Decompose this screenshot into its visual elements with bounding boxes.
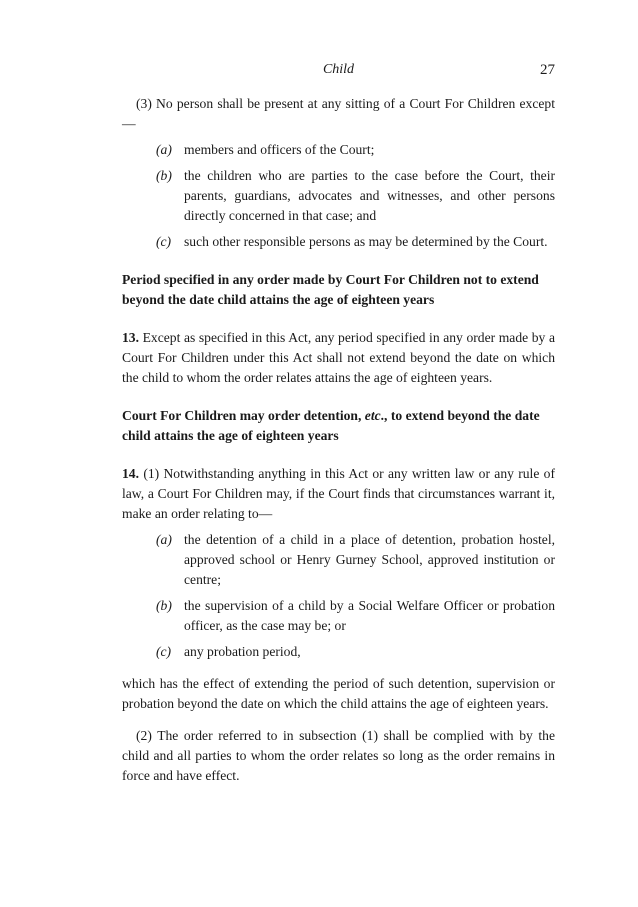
section-13-heading: Period specified in any order made by Court For Children not to extend beyond the date child attains the age of eighteen years	[122, 272, 539, 307]
item-text: such other responsible persons as may be determined by the Court.	[184, 234, 548, 249]
section-14-heading-start: Court For Children may order detention,	[122, 408, 365, 423]
section-13-text	[122, 328, 555, 388]
section-14-number: 14.	[122, 466, 139, 481]
section-13-body: Except as specified in this Act, any period specified in any order made by a Court For Children under this Act shall not extend beyond the date on which the child to whom the order relates attains the age of eighteen years.	[122, 330, 555, 385]
subsection-1-closing: which has the effect of extending the period of such detention, supervision or probation beyond the date on which the child attains the age of eighteen years.	[122, 676, 555, 711]
section-14-subsection-2: (2) The order referred to in subsection (1) shall be complied with by the child and all parties to whom the order relates so long as the order remains in force and have effect.	[122, 728, 555, 783]
item-text: the children who are parties to the case before the Court, their parents, guardians, advocates and witnesses, and other persons directly concerned in that case; and	[184, 168, 555, 223]
section-14-heading	[122, 406, 555, 446]
list-item	[156, 642, 555, 662]
list-item	[156, 596, 555, 636]
list-item	[156, 166, 555, 226]
running-header	[122, 62, 555, 82]
body-text	[122, 94, 555, 786]
item-label: (b)	[156, 168, 172, 183]
page-number: 27	[540, 62, 555, 78]
item-label: (c)	[156, 234, 172, 249]
section-14-heading-end: ., to extend beyond the date child attains the age of eighteen years	[122, 408, 540, 443]
item-text: the detention of a child in a place of detention, probation hostel, approved school or Henry Gurney School, approved institution or centre;	[184, 532, 555, 587]
subsection-3-intro: (3) No person shall be present at any sitting of a Court For Children except—	[122, 96, 555, 131]
item-label: (c)	[156, 644, 172, 659]
list-item	[156, 530, 555, 590]
item-label: (b)	[156, 598, 172, 613]
item-text: members and officers of the Court;	[184, 142, 375, 157]
item-text: any probation period,	[184, 644, 301, 659]
list-item	[156, 140, 555, 160]
item-label: (a)	[156, 532, 172, 547]
running-title: Child	[322, 62, 355, 77]
section-14-subsection-1-intro: (1) Notwithstanding anything in this Act or any written law or any rule of law, a Court For Children may, if the Court finds that circumstances warrant it, make an order relating to—	[122, 466, 555, 521]
subsection-1-list	[122, 530, 555, 662]
section-14-subsection-1	[122, 464, 555, 524]
section-13-number: 13.	[122, 330, 139, 345]
item-label: (a)	[156, 142, 172, 157]
list-item	[156, 232, 555, 252]
section-14-heading-etc: etc	[364, 408, 381, 423]
item-text: the supervision of a child by a Social Welfare Officer or probation officer, as the case may be; or	[184, 598, 555, 633]
subsection-3-list	[122, 140, 555, 252]
